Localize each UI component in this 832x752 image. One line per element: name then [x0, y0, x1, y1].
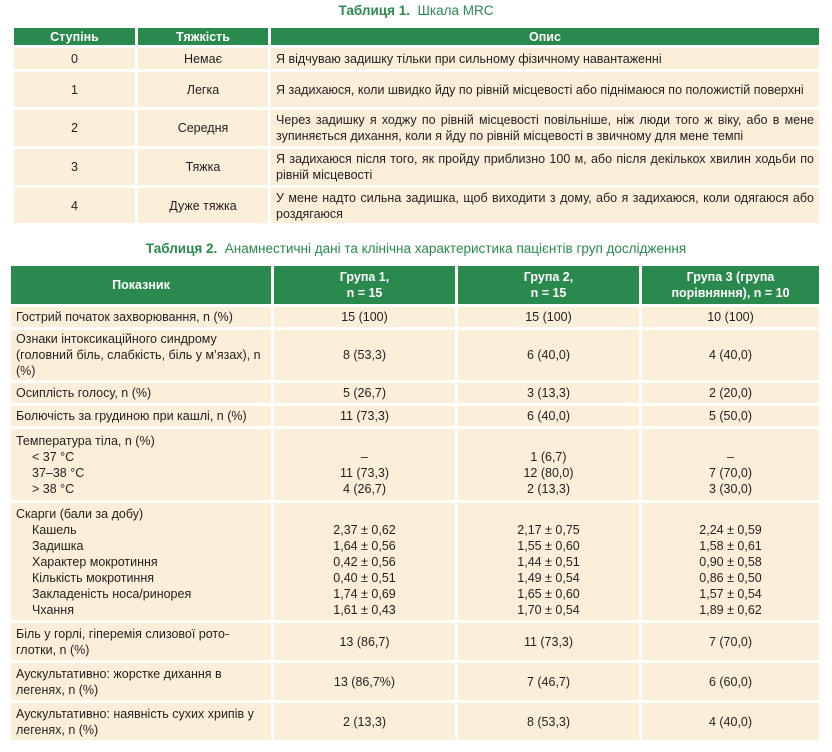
group3-value: 5 (50,0)	[642, 406, 819, 426]
group1-sub-value: 1,64 ± 0,56	[333, 538, 396, 553]
group2-value: 3 (13,3)	[458, 383, 639, 403]
severity-cell: Тяжка	[138, 149, 268, 185]
group1-sub-value: 1,61 ± 0,43	[333, 602, 396, 617]
group1-value: 11 (73,3)	[274, 406, 455, 426]
table-row-temperature	[11, 429, 819, 500]
table-row	[14, 72, 819, 107]
group3-header-line1: Група 3 (група	[686, 270, 775, 284]
severity-cell: Легка	[138, 72, 268, 107]
group2-sub-value: 2,17 ± 0,75	[517, 522, 580, 537]
group3-sub-value: 2,24 ± 0,59	[699, 522, 762, 537]
column-header-indicator: Показник	[11, 266, 271, 304]
column-header-severity: Тяжкість	[138, 28, 268, 45]
group2-sub-value: 1,49 ± 0,54	[517, 570, 580, 585]
group2-sub-value: 1,65 ± 0,60	[517, 586, 580, 601]
group2-value: 8 (53,3)	[458, 703, 639, 740]
complaint-sub-label: Характер мокротиння	[32, 554, 158, 569]
group1-value: 5 (26,7)	[274, 383, 455, 403]
indicator-cell: Болючість за грудиною при кашлі, n (%)	[11, 406, 271, 426]
group2-value: 6 (40,0)	[458, 330, 639, 380]
complaints-label: Скарги (бали за добу)	[16, 506, 144, 521]
table-row	[11, 330, 819, 380]
grade-cell: 1	[14, 72, 135, 107]
group3-value: 6 (60,0)	[642, 663, 819, 700]
indicator-cell: Аускультативно: наявність сухих хрипів у легенях, n (%)	[11, 703, 271, 740]
temperature-sub-label: 37–38 °С	[32, 465, 85, 480]
table-row	[11, 406, 819, 426]
table1-caption-number: Таблиця 1.	[338, 3, 410, 18]
group3-value	[642, 429, 819, 500]
group3-value: 4 (40,0)	[642, 703, 819, 740]
indicator-cell: Аускультативно: жорстке дихання в легенях, n (%)	[11, 663, 271, 700]
group3-sub-value: 1,58 ± 0,61	[699, 538, 762, 553]
group1-header-line1: Група 1,	[339, 270, 390, 284]
table2-caption-number: Таблиця 2.	[145, 241, 218, 256]
group1-sub-value: 0,42 ± 0,56	[333, 554, 396, 569]
group1-sub-value: 1,74 ± 0,69	[333, 586, 396, 601]
severity-cell: Дуже тяжка	[138, 188, 268, 223]
table-row-complaints	[11, 503, 819, 620]
group1-value: 13 (86,7%)	[274, 663, 455, 700]
group2-sub-value: 1,44 ± 0,51	[517, 554, 580, 569]
group1-sub-value: 2,37 ± 0,62	[333, 522, 396, 537]
group3-sub-value: 7 (70,0)	[708, 465, 753, 480]
group2-value	[458, 429, 639, 500]
group3-sub-value: 3 (30,0)	[708, 481, 753, 496]
group1-value: 2 (13,3)	[274, 703, 455, 740]
table-row	[11, 383, 819, 403]
group1-value	[274, 503, 455, 620]
group2-sub-value: 1,55 ± 0,60	[517, 538, 580, 553]
group2-value: 15 (100)	[458, 307, 639, 327]
group2-value: 11 (73,3)	[458, 623, 639, 660]
complaint-sub-label: Чхання	[32, 602, 74, 617]
complaint-sub-label: Задишка	[32, 538, 84, 553]
temperature-sub-label: > 38 °С	[32, 481, 75, 496]
group2-header-line1: Група 2,	[523, 270, 574, 284]
group1-value: 13 (86,7)	[274, 623, 455, 660]
table-row	[14, 48, 819, 69]
description-cell: Я відчуваю задишку тільки при сильному фізичному навантаженні	[271, 48, 819, 69]
column-header-group1	[274, 266, 455, 304]
group3-sub-value: 1,89 ± 0,62	[699, 602, 762, 617]
group3-value	[642, 503, 819, 620]
group3-sub-value: 0,86 ± 0,50	[699, 570, 762, 585]
group3-value: 10 (100)	[642, 307, 819, 327]
grade-cell: 4	[14, 188, 135, 223]
table-mrc-scale	[11, 25, 822, 226]
table1-caption	[0, 3, 832, 18]
group2-header-line2: n = 15	[530, 286, 567, 300]
column-header-group3	[642, 266, 819, 304]
group3-sub-value: 1,57 ± 0,54	[699, 586, 762, 601]
grade-cell: 0	[14, 48, 135, 69]
table-header-row	[11, 266, 819, 304]
description-cell: Я задихаюся, коли швидко йду по рівній місцевості або піднімаюся по положистій поверхні	[271, 72, 819, 107]
table-row	[14, 110, 819, 146]
description-cell: У мене надто сильна задишка, щоб виходити з дому, або я задихаюся, коли одягаюся або роздягаюся	[271, 188, 819, 223]
description-cell: Я задихаюся після того, як пройду приблизно 100 м, або після декількох хвилин ходьби по рівній місцевості	[271, 149, 819, 185]
group3-value: 4 (40,0)	[642, 330, 819, 380]
temperature-label: Температура тіла, n (%)	[16, 433, 155, 448]
group1-sub-value: 11 (73,3)	[339, 465, 390, 480]
grade-cell: 3	[14, 149, 135, 185]
group1-sub-value: 4 (26,7)	[342, 481, 387, 496]
table1-caption-title: Шкала MRC	[417, 3, 494, 18]
table2-caption-title: Анамнестичні дані та клінічна характеристика пацієнтів груп дослідження	[224, 241, 687, 256]
group3-sub-value: –	[727, 449, 734, 464]
group1-value	[274, 429, 455, 500]
group2-sub-value: 1,70 ± 0,54	[517, 602, 580, 617]
severity-cell: Немає	[138, 48, 268, 69]
column-header-description: Опис	[271, 28, 819, 45]
temperature-sub-label: < 37 °С	[32, 449, 75, 464]
group2-sub-value: 2 (13,3)	[526, 481, 571, 496]
group3-value: 2 (20,0)	[642, 383, 819, 403]
complaint-sub-label: Закладеність носа/ринорея	[32, 586, 192, 601]
indicator-cell: Ознаки інтоксикаційного синдрому (головний біль, слабкість, біль у м’язах), n (%)	[11, 330, 271, 380]
group3-header-line2: порівняння), n = 10	[671, 286, 790, 300]
indicator-cell: Осиплість голосу, n (%)	[11, 383, 271, 403]
grade-cell: 2	[14, 110, 135, 146]
indicator-cell: Гострий початок захворювання, n (%)	[11, 307, 271, 327]
indicator-cell	[11, 503, 271, 620]
column-header-group2	[458, 266, 639, 304]
group2-value	[458, 503, 639, 620]
table-row	[14, 188, 819, 223]
complaint-sub-label: Кількість мокротиння	[32, 570, 154, 585]
group3-sub-value: 0,90 ± 0,58	[699, 554, 762, 569]
group1-value: 15 (100)	[274, 307, 455, 327]
table-row	[11, 307, 819, 327]
indicator-cell	[11, 429, 271, 500]
table-clinical-characteristics	[8, 263, 822, 743]
group2-value: 6 (40,0)	[458, 406, 639, 426]
table-row	[14, 149, 819, 185]
table2-caption	[0, 241, 832, 256]
group1-header-line2: n = 15	[346, 286, 383, 300]
group1-sub-value: 0,40 ± 0,51	[333, 570, 396, 585]
table-row	[11, 623, 819, 660]
severity-cell: Середня	[138, 110, 268, 146]
indicator-cell: Біль у горлі, гіперемія слизової рото-глотки, n (%)	[11, 623, 271, 660]
group1-value: 8 (53,3)	[274, 330, 455, 380]
group2-value: 7 (46,7)	[458, 663, 639, 700]
description-cell: Через задишку я ходжу по рівній місцевості повільніше, ніж люди того ж віку, або в мене зупиняється дихання, коли я йду по рівній місцевості в звичному для мене темпі	[271, 110, 819, 146]
table-header-row	[14, 28, 819, 45]
table-row	[11, 703, 819, 740]
group2-sub-value: 12 (80,0)	[523, 465, 574, 480]
complaint-sub-label: Кашель	[32, 522, 77, 537]
column-header-grade: Ступінь	[14, 28, 135, 45]
group1-sub-value: –	[361, 449, 368, 464]
group3-value: 7 (70,0)	[642, 623, 819, 660]
group2-sub-value: 1 (6,7)	[530, 449, 567, 464]
table-row	[11, 663, 819, 700]
